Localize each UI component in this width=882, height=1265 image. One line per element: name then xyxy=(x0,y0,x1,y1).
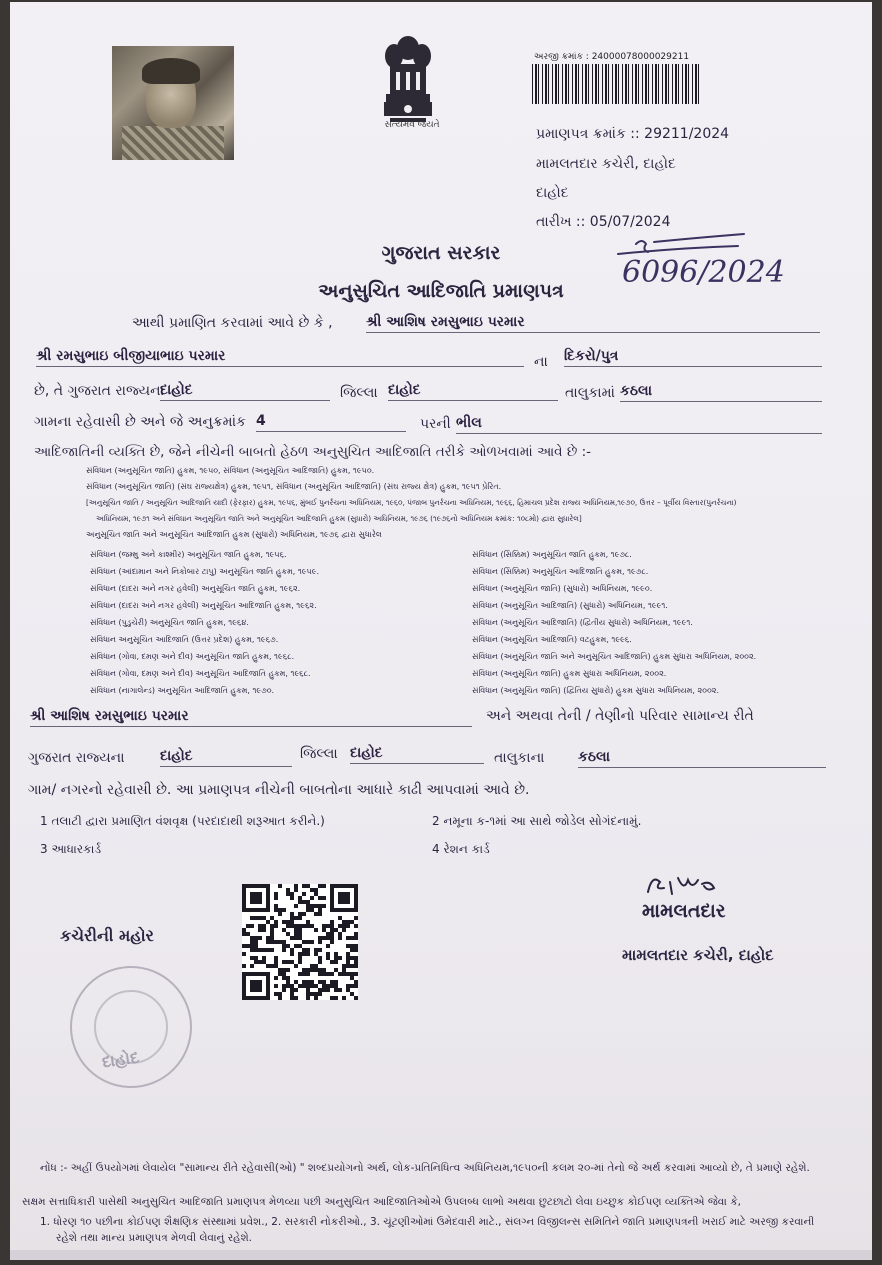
applicant-name: શ્રી આશિષ રમસુભાઇ પરમાર xyxy=(366,314,820,333)
signatory-title: મામલતદાર xyxy=(642,900,726,922)
document-item: 1 તલાટી દ્વારા પ્રમાણિત વંશવૃક્ષ (પરદાદાથી શરૂઆત કરીને.) xyxy=(40,814,325,828)
residence-taluka: કઠલા xyxy=(578,749,826,768)
order-right: સંવિધાન (અનુસૂચિત આદિજાતિ) (સુધારો) અધિનિયમ, ૧૯૯૧. xyxy=(472,601,668,610)
signatory-office: મામલતદાર કચેરી, દાહોદ xyxy=(622,946,774,964)
order-left: સંવિધાન (દાદરા અને નગર હવેલી) અનુસૂચિત આદિજાતિ હુકમ, ૧૯૬૨. xyxy=(90,601,317,610)
certificate-number: પ્રમાણપત્ર ક્રમાંક :: 29211/2024 xyxy=(536,126,730,142)
taluka-label: તાલુકામાં xyxy=(565,385,615,401)
handwritten-number-text: 6096/2024 xyxy=(622,255,785,290)
signature xyxy=(642,870,732,900)
order-right: સંવિધાન (અનુસૂચિત આદિજાતિ) (દ્વિતીય સુધારો) અધિનિયમ, ૧૯૯૧. xyxy=(472,618,693,627)
document-item: 3 આધારકાર્ડ xyxy=(40,842,102,856)
father-name: શ્રી રમસુભાઇ બીજીયાભાઇ પરમાર xyxy=(36,348,524,367)
office-seal-stamp xyxy=(70,966,192,1088)
emblem-motto: સત્યમેવ જયતે xyxy=(384,120,440,130)
order-line: અનુસૂચિત જાતિ અને અનુસૂચિત આદિજાતિ હુકમ (સુધારો) અધિનિયમ, ૧૯૭૬ દ્વારા સુધારેલ xyxy=(86,530,382,539)
note-4: રહેશે તથા માન્ય પ્રમાણપત્ર મેળવી લેવાનું રહેશે. xyxy=(56,1232,253,1244)
verification-qr-code xyxy=(242,884,358,1000)
order-left: સંવિધાન (ગોવા, દમણ અને દીવ) અનુસૂચિત જાતિ હુકમ, ૧૯૬૮. xyxy=(90,652,295,661)
stamp-text: દાહોદ xyxy=(100,1047,141,1072)
order-right: સંવિધાન (સિક્કિમ) અનુસૂચિત જાતિ હુકમ, ૧૯૭૮. xyxy=(472,550,632,559)
document-item: 2 નમૂના ક-૧માં આ સાથે જોડેલ સોગંદનામું. xyxy=(432,814,642,828)
district-in: દાહોદ xyxy=(160,382,330,401)
national-emblem-icon xyxy=(376,32,440,134)
taluka-value: કઠલા xyxy=(620,383,822,402)
application-barcode xyxy=(532,64,700,104)
order-line: સંવિધાન (અનુસૂચિત જાતિ) (સંઘ રાજ્યક્ષેત્ર) હુકમ, ૧૯૫૧, સંવિધાન (અનુસૂચિત આદિજાતિ) (સંઘ રાજ્ય ક્ષેત્ર) હુકમ, ૧૯૫૧ પ્રેરિત. xyxy=(86,482,502,491)
residence-district-label: જિલ્લા xyxy=(300,746,338,762)
residence-state-label: ગુજરાત રાજ્યના xyxy=(28,750,125,766)
order-right: સંવિધાન (અનુસૂચિત જાતિ અને અનુસૂચિત આદિજાતિ) હુકમ સુધારા અધિનિયમ, ૨૦૦૨. xyxy=(472,652,757,661)
order-left: સંવિધાન (જમ્મુ અને કાશ્મીર) અનુસૂચિત જાતિ હુકમ, ૧૯૫૬. xyxy=(90,550,287,559)
serial-number: 4 xyxy=(256,413,406,432)
residence-taluka-label: તાલુકાના xyxy=(494,750,545,766)
order-left: સંવિધાન (નાગાલેન્ડ) અનુસૂચિત આદિજાતિ હુકમ, ૧૯૭૦. xyxy=(90,686,275,695)
serial-label: ગામના રહેવાસી છે અને જે અનુક્રમાંક xyxy=(34,414,246,430)
document-item: 4 રેશન કાર્ડ xyxy=(432,842,490,856)
residence-district: દાહોદ xyxy=(350,745,484,764)
order-right: સંવિધાન (અનુસૂચિત આદિજાતિ) વટહુકમ, ૧૯૯૬. xyxy=(472,635,632,644)
order-line: અધિનિયમ, ૧૯૭૧ અને સંવિધાન અનુસૂચિત જાતિ અને અનુસૂચિત આદિજાતિ હુકમ (સુધારો) અધિનિયમ, ૧૯૭૬ (૧૯૭૬નો અધિનિયમ ક્રમાંક: ૧૦૮મો) દ્વારા સુધારેલ] xyxy=(96,514,582,523)
tribe-name: ભીલ xyxy=(456,415,822,434)
order-right: સંવિધાન (અનુસૂચિત જાતિ) (દ્વિતિય સુધારો) હુકમ સુધારા અધિનિયમ, ૨૦૦૨. xyxy=(472,686,720,695)
family-text: અને અથવા તેની / તેણીનો પરિવાર સામાન્ય રીતે xyxy=(486,708,754,724)
page-edge xyxy=(10,1250,872,1260)
order-right: સંવિધાન (અનુસૂચિત જાતિ) (સુધારો) અધિનિયમ, ૧૯૯૦. xyxy=(472,584,653,593)
order-left: સંવિધાન (પુડુચેરી) અનુસૂચિત જાતિ હુકમ, ૧૯૬૪. xyxy=(90,618,249,627)
office-seal-label: કચેરીની મહોર xyxy=(60,926,154,945)
resident-name: શ્રી આશિષ રમસુભાઇ પરમાર xyxy=(30,708,472,727)
issuing-city: દાહોદ xyxy=(536,185,569,201)
order-left: સંવિધાન (ગોવા, દમણ અને દીવ) અનુસૂચિત આદિજાતિ હુકમ, ૧૯૬૮. xyxy=(90,669,311,678)
district-label: જિલ્લા xyxy=(340,385,378,401)
state-label: છે, તે ગુજરાત રાજ્યના xyxy=(34,383,164,399)
order-line: [અનુસૂચિત જાતિ / અનુસૂચિત આદિજાતિ યાદી (ફેરફાર) હુકમ, ૧૯૫૬, મુંબઈ પુનર્રચના અધિનિયમ, ૧૯૬૦, પંજાબ પુનર્રચના અધિનિયમ, ૧૯૬૬, હિમાચલ પ્રદેશ રાજ્ય અધિનિયમ,૧૯૭૦, ઉત્તર – પૂર્વીય વિસ્તાર(પુનર્રચના) xyxy=(86,498,737,507)
note-1: નોંધ :- અહીં ઉપયોગમાં લેવાયેલ "સામાન્ય રીતે રહેવાસી(ઓ) " શબ્દપ્રયોગનો અર્થ, લોક-પ્રતિનિધિત્વ અધિનિયમ,૧૯૫૦ની કલમ ૨૦-માં તેનો જે અર્થ કરવામાં આવ્યો છે, તે પ્રમાણે રહેશે. xyxy=(40,1162,810,1174)
government-title: ગુજરાત સરકાર xyxy=(381,242,501,264)
na-label: ના xyxy=(534,354,548,370)
certify-label: આથી પ્રમાણિત કરવામાં આવે છે કે , xyxy=(132,315,333,331)
recognition-line: આદિજાતિની વ્યક્તિ છે, જેને નીચેની બાબતો હેઠળ અનુસુચિત આદિજાતિ તરીકે ઓળખવામાં આવે છે :- xyxy=(34,444,592,460)
order-line: સંવિધાન (અનુસૂચિત જાતિ) હુકમ, ૧૯૫૦, સંવિધાન (અનુસૂચિત આદિજાતિ) હુકમ, ૧૯૫૦. xyxy=(86,466,375,475)
note-2: સક્ષમ સત્તાધિકારી પાસેથી અનુસુચિત આદિજાતિ પ્રમાણપત્ર મેળવ્યા પછી અનુસુચિત આદિજાતિઓએ ઉપલબ્ધ લાભો અથવા છુટછાટો લેવા ઇચ્છુક કોઈપણ વ્યક્તિએ જેવા કે, xyxy=(22,1196,741,1208)
order-left: સંવિધાન (દાદરા અને નગર હવેલી) અનુસૂચિત જાતિ હુકમ, ૧૯૬૨. xyxy=(90,584,301,593)
note-3: 1. ધોરણ ૧૦ પછીના કોઈપણ શૈક્ષણિક સંસ્થામાં પ્રવેશ., 2. સરકારી નોકરીઓ., 3. ચૂંટણીઓમાં ઉમેદવારી માટે., સંલગ્ન વિજીલન્સ સમિતિને જાતિ પ્રમાણપત્રની ખરાઈ માટે અરજી કરવાની xyxy=(40,1216,815,1228)
parni-label: પરની xyxy=(420,416,451,432)
issuing-office: મામલતદાર કચેરી, દાહોદ xyxy=(536,156,676,172)
order-left: સંવિધાન અનુસૂચિત આદિજાતિ (ઉત્તર પ્રદેશ) હુકમ, ૧૯૬૭. xyxy=(90,635,279,644)
residence-district-in: દાહોદ xyxy=(160,748,292,767)
application-number: અરજી ક્રમાંક : 24000078000029211 xyxy=(534,52,690,62)
order-left: સંવિધાન (આંદામાન અને નિકોબાર ટાપુ) અનુસૂચિત જાતિ હુકમ, ૧૯૫૯. xyxy=(90,567,320,576)
applicant-photo xyxy=(112,46,234,160)
issue-date: તારીખ :: 05/07/2024 xyxy=(536,214,671,230)
order-right: સંવિધાન (અનુસૂચિત જાતિ) હુકમ સુધારા અધિનિયમ, ૨૦૦૨. xyxy=(472,669,667,678)
district-value: દાહોદ xyxy=(388,382,558,401)
relation: દિકરો/પુત્ર xyxy=(564,348,822,367)
basis-line: ગામ/ નગરનો રહેવાસી છે. આ પ્રમાણપત્ર નીચેની બાબતોના આધારે કાઢી આપવામાં આવે છે. xyxy=(28,782,530,798)
certificate-page xyxy=(10,2,872,1260)
order-right: સંવિધાન (સિક્કિમ) અનુસૂચિત આદિજાતિ હુકમ, ૧૯૭૮. xyxy=(472,567,649,576)
certificate-title: અનુસુચિત આદિજાતિ પ્રમાણપત્ર xyxy=(318,280,564,302)
